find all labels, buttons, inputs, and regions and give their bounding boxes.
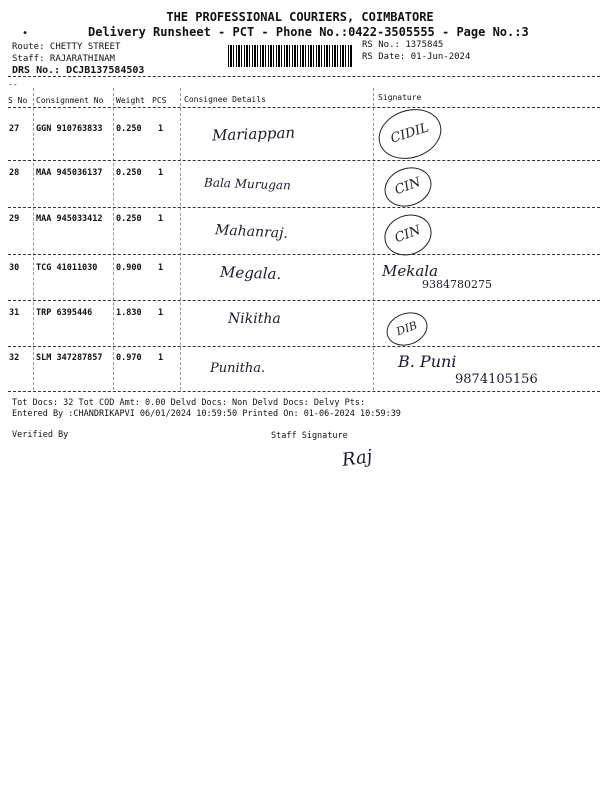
row-weight: 0.250 (116, 214, 142, 224)
rs-date: RS Date: 01-Jun-2024 (362, 52, 471, 62)
staff-label: Staff: RAJARATHINAM (12, 54, 115, 64)
divider-mark: -- (8, 80, 18, 89)
consignee-handwriting: Nikitha (228, 311, 281, 327)
row-consignment: TRP 6395446 (36, 308, 93, 318)
staff-signature-handwriting: Raj (340, 445, 374, 472)
signature-stamp: CIDIL (372, 101, 448, 166)
col-signature: Signature (378, 93, 422, 102)
row-pcs: 1 (158, 168, 164, 178)
row-sno: 31 (9, 308, 20, 318)
row-divider (8, 207, 600, 208)
col-separator (113, 88, 114, 390)
drs-number: DRS No.: DCJB137584503 (12, 65, 145, 76)
recipient-signature: B. Puni (398, 352, 457, 371)
col-separator (180, 88, 181, 390)
column-header-divider (8, 107, 600, 108)
row-weight: 0.250 (116, 124, 142, 134)
row-weight: 0.250 (116, 168, 142, 178)
row-consignment: SLM 347287857 (36, 353, 103, 363)
totals-line: Tot Docs: 32 Tot COD Amt: 0.00 Delvd Docs: Non Delvd Docs: Delvy Pts: (12, 398, 366, 408)
row-sno: 32 (9, 353, 20, 363)
row-divider (8, 160, 600, 161)
row-sno: 28 (9, 168, 20, 178)
verified-by-label: Verified By (12, 430, 69, 440)
table-bottom-divider (8, 391, 600, 392)
col-sno: S No (8, 96, 28, 105)
signature-stamp: DIB (382, 307, 432, 351)
col-weight: Weight (116, 96, 145, 105)
col-consignee: Consignee Details (184, 95, 266, 104)
row-pcs: 1 (158, 308, 164, 318)
row-consignment: TCG 41011030 (36, 263, 98, 273)
recipient-phone: 9874105156 (455, 372, 538, 387)
col-consignment: Consignment No (36, 96, 104, 105)
runsheet-title: Delivery Runsheet - PCT - Phone No.:0422-3505555 - Page No.:3 (88, 25, 529, 39)
row-consignment: MAA 945036137 (36, 168, 103, 178)
col-separator (33, 88, 34, 390)
rs-barcode (228, 45, 353, 67)
consignee-handwriting: Mariappan (211, 123, 296, 145)
rs-number: RS No.: 1375845 (362, 40, 444, 50)
col-separator (373, 88, 374, 390)
row-sno: 30 (9, 263, 20, 273)
recipient-phone: 9384780275 (422, 278, 492, 291)
row-pcs: 1 (158, 124, 164, 134)
staff-signature-label: Staff Signature (271, 431, 348, 441)
row-pcs: 1 (158, 263, 164, 273)
consignee-handwriting: Bala Murugan (203, 175, 292, 193)
consignee-handwriting: Megala. (219, 262, 282, 284)
row-consignment: GGN 910763833 (36, 124, 103, 134)
bullet-mark: • (22, 28, 29, 39)
row-divider (8, 346, 600, 347)
signature-stamp: CIN (379, 161, 437, 213)
route-label: Route: CHETTY STREET (12, 42, 121, 52)
row-weight: 1.830 (116, 308, 142, 318)
consignee-handwriting: Mahanraj. (214, 222, 289, 242)
row-sno: 27 (9, 124, 20, 134)
entered-by-line: Entered By :CHANDRIKAPVI 06/01/2024 10:59:50 Printed On: 01-06-2024 10:59:39 (12, 409, 401, 419)
consignee-handwriting: Punitha. (210, 361, 266, 376)
signature-stamp: CIN (379, 208, 438, 262)
row-divider (8, 254, 600, 255)
row-sno: 29 (9, 214, 20, 224)
row-divider (8, 300, 600, 301)
header-divider (8, 76, 600, 77)
company-name: THE PROFESSIONAL COURIERS, COIMBATORE (166, 10, 434, 24)
row-pcs: 1 (158, 214, 164, 224)
recipient-signature: Mekala (382, 262, 439, 280)
row-weight: 0.970 (116, 353, 142, 363)
row-weight: 0.900 (116, 263, 142, 273)
col-pcs: PCS (152, 96, 167, 105)
row-consignment: MAA 945033412 (36, 214, 103, 224)
row-pcs: 1 (158, 353, 164, 363)
